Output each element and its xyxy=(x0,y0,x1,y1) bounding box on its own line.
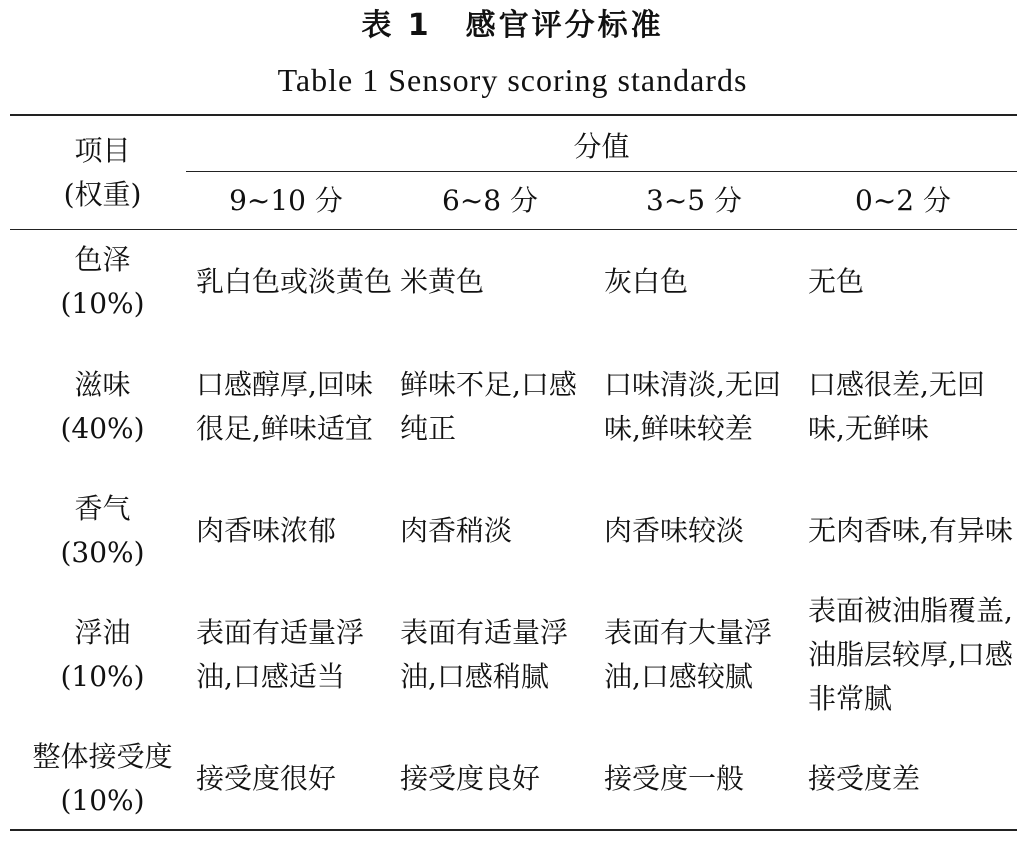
score-range-6-8: 6~8 分 xyxy=(442,184,538,217)
score-cell: 纯正 xyxy=(400,412,457,445)
table-number: 表 1 xyxy=(361,8,432,43)
criterion-name: 浮油 xyxy=(74,616,131,649)
header-bottom-rule xyxy=(10,229,1017,230)
score-cell: 口感很差,无回 xyxy=(808,368,985,401)
score-cell: 味,鲜味较差 xyxy=(604,412,753,445)
score-cell: 非常腻 xyxy=(808,682,893,715)
score-cell: 油,口感稍腻 xyxy=(400,660,549,693)
score-range-3-5: 3~5 分 xyxy=(646,184,742,217)
score-cell: 灰白色 xyxy=(604,265,689,298)
score-cell: 油,口感适当 xyxy=(196,660,345,693)
score-cell: 表面有适量浮 xyxy=(196,616,365,649)
score-cell: 接受度很好 xyxy=(196,762,337,795)
score-cell: 接受度良好 xyxy=(400,762,541,795)
table-caption-zh xyxy=(0,6,1025,46)
score-range-0-2: 0~2 分 xyxy=(855,184,951,217)
criterion-weight: (10%) xyxy=(60,784,145,817)
criterion-name: 滋味 xyxy=(74,368,131,401)
top-rule xyxy=(10,114,1017,116)
criterion-name: 色泽 xyxy=(74,243,131,276)
score-cell: 表面被油脂覆盖, xyxy=(808,594,1013,627)
header-item-label: 项目 xyxy=(74,134,131,167)
score-cell: 味,无鲜味 xyxy=(808,412,929,445)
score-cell: 口感醇厚,回味 xyxy=(196,368,373,401)
score-cell: 很足,鲜味适宜 xyxy=(196,412,373,445)
score-cell: 肉香稍淡 xyxy=(400,514,513,547)
score-cell: 无色 xyxy=(808,265,865,298)
score-cell: 米黄色 xyxy=(400,265,485,298)
criterion-weight: (10%) xyxy=(60,660,145,693)
score-cell: 肉香味较淡 xyxy=(604,514,745,547)
score-cell: 表面有适量浮 xyxy=(400,616,569,649)
score-cell: 乳白色或淡黄色 xyxy=(196,265,393,298)
bottom-rule xyxy=(10,829,1017,831)
score-cell: 接受度一般 xyxy=(604,762,745,795)
score-cell: 鲜味不足,口感 xyxy=(400,368,577,401)
header-score-group: 分值 xyxy=(573,130,630,163)
score-cell: 口味清淡,无回 xyxy=(604,368,781,401)
table-caption-en: Table 1 Sensory scoring standards xyxy=(277,62,748,98)
score-range-9-10: 9~10 分 xyxy=(229,184,343,217)
header-sub-rule xyxy=(186,171,1017,172)
score-cell: 接受度差 xyxy=(808,762,921,795)
criterion-name: 整体接受度 xyxy=(32,740,173,773)
criterion-name: 香气 xyxy=(74,492,131,525)
table-title-zh: 感官评分标准 xyxy=(465,8,664,43)
score-cell: 无肉香味,有异味 xyxy=(808,514,1013,547)
score-cell: 表面有大量浮 xyxy=(604,616,773,649)
score-cell: 油脂层较厚,口感 xyxy=(808,638,1013,671)
criterion-weight: (10%) xyxy=(60,287,145,320)
criterion-weight: (30%) xyxy=(60,536,145,569)
score-cell: 肉香味浓郁 xyxy=(196,514,337,547)
header-weight-label: (权重) xyxy=(63,178,142,211)
score-cell: 油,口感较腻 xyxy=(604,660,753,693)
criterion-weight: (40%) xyxy=(60,412,145,445)
